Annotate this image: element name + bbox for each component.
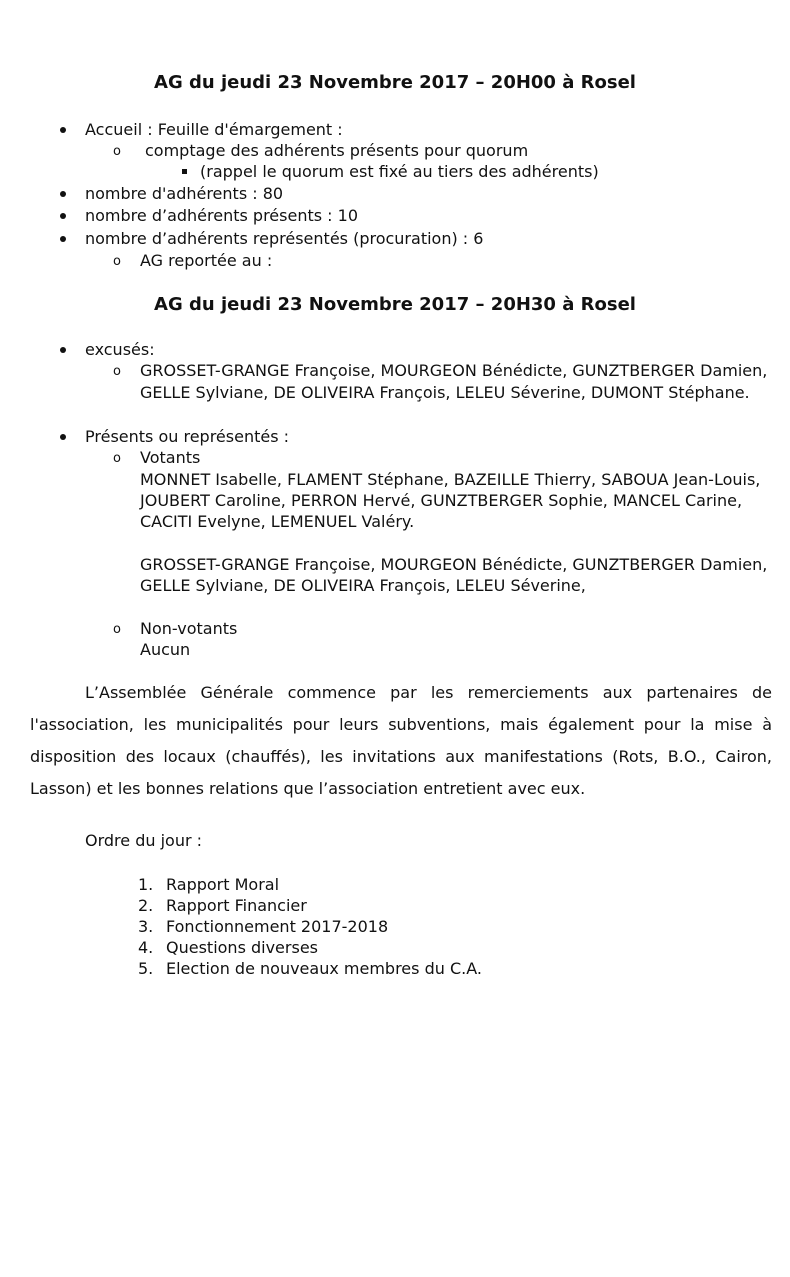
bullet-disc-icon — [60, 127, 66, 133]
section1-title: AG du jeudi 23 Novembre 2017 – 20H00 à Rosel — [154, 72, 636, 93]
bullet-square-icon — [182, 169, 187, 174]
bullet-circle-icon: o — [113, 144, 121, 159]
votants-label: Votants — [140, 448, 201, 467]
paragraph-line: l'association, les municipalités pour leurs subventions, mais également pour la mise à — [30, 715, 772, 734]
bullet-disc-icon — [60, 236, 66, 242]
bullet-disc-icon — [60, 347, 66, 353]
non-votants-value: Aucun — [140, 640, 191, 659]
rappel-item: (rappel le quorum est fixé au tiers des adhérents) — [200, 162, 599, 181]
excuses-label: excusés: — [85, 340, 155, 359]
bullet-circle-icon: o — [113, 254, 121, 269]
section2-title: AG du jeudi 23 Novembre 2017 – 20H30 à Rosel — [154, 294, 636, 315]
agenda-item: Rapport Moral — [166, 875, 280, 894]
agenda-item-number: 3. — [138, 917, 154, 936]
paragraph-line: Lasson) et les bonnes relations que l’association entretient avec eux. — [30, 779, 586, 798]
bullet-disc-icon — [60, 213, 66, 219]
nombre-representes-item: nombre d’adhérents représentés (procuration) : 6 — [85, 229, 484, 248]
nombre-presents-item: nombre d’adhérents présents : 10 — [85, 206, 358, 225]
agenda-item-number: 5. — [138, 959, 154, 978]
agenda-label: Ordre du jour : — [85, 831, 203, 850]
paragraph-line: disposition des locaux (chauffés), les invitations aux manifestations (Rots, B.O., Cairon, — [30, 747, 772, 766]
agenda-item: Rapport Financier — [166, 896, 307, 915]
bullet-disc-icon — [60, 191, 66, 197]
ag-reportee-item: AG reportée au : — [140, 251, 273, 270]
accueil-item: Accueil : Feuille d'émargement : — [85, 120, 343, 139]
bullet-circle-icon: o — [113, 622, 121, 637]
presents-label: Présents ou représentés : — [85, 427, 290, 446]
non-votants-label: Non-votants — [140, 619, 238, 638]
bullet-circle-icon: o — [113, 451, 121, 466]
votants-names-line: JOUBERT Caroline, PERRON Hervé, GUNZTBERGER Sophie, MANCEL Carine, — [140, 491, 743, 510]
procuration-names-line: GROSSET-GRANGE Françoise, MOURGEON Bénédicte, GUNZTBERGER Damien, — [140, 555, 768, 574]
bullet-disc-icon — [60, 434, 66, 440]
agenda-item-number: 4. — [138, 938, 154, 957]
bullet-circle-icon: o — [113, 364, 121, 379]
excuses-names-line: GELLE Sylviane, DE OLIVEIRA François, LELEU Séverine, DUMONT Stéphane. — [140, 383, 750, 402]
votants-names-line: CACITI Evelyne, LEMENUEL Valéry. — [140, 512, 415, 531]
procuration-names-line: GELLE Sylviane, DE OLIVEIRA François, LELEU Séverine, — [140, 576, 586, 595]
votants-names-line: MONNET Isabelle, FLAMENT Stéphane, BAZEILLE Thierry, SABOUA Jean-Louis, — [140, 470, 761, 489]
paragraph-line: L’Assemblée Générale commence par les remerciements aux partenaires de — [85, 683, 772, 702]
agenda-item: Questions diverses — [166, 938, 318, 957]
agenda-item-number: 1. — [138, 875, 154, 894]
comptage-item: comptage des adhérents présents pour quorum — [145, 141, 529, 160]
agenda-item: Election de nouveaux membres du C.A. — [166, 959, 482, 978]
nombre-adherents-item: nombre d'adhérents : 80 — [85, 184, 284, 203]
excuses-names-line: GROSSET-GRANGE Françoise, MOURGEON Bénédicte, GUNZTBERGER Damien, — [140, 361, 768, 380]
agenda-item: Fonctionnement 2017-2018 — [166, 917, 389, 936]
agenda-item-number: 2. — [138, 896, 154, 915]
